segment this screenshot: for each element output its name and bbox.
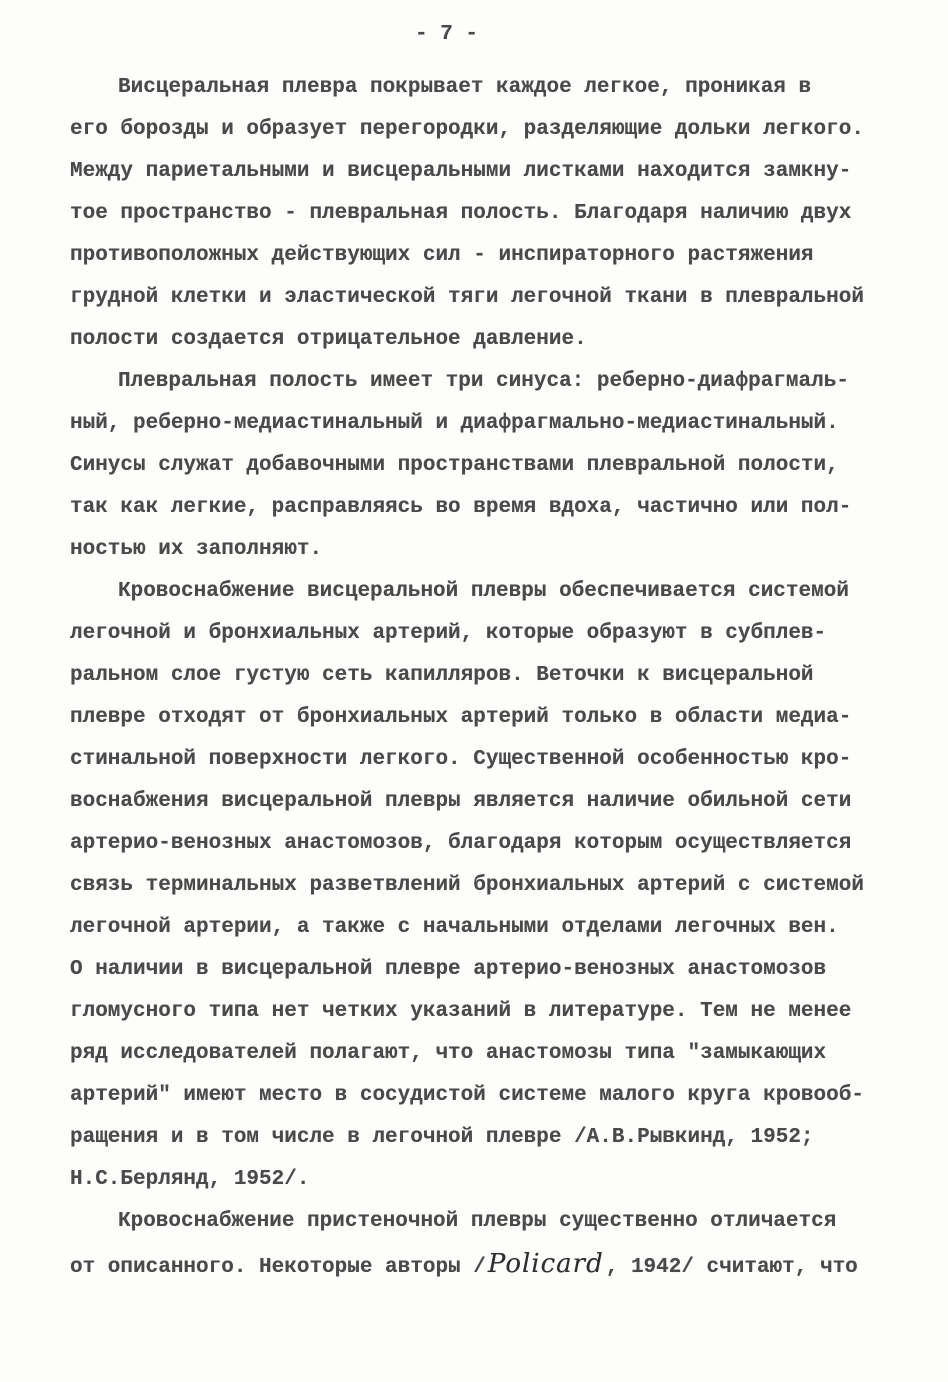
text-line: ряд исследователей полагают, что анастомозы типа "замыкающих [70, 1042, 827, 1065]
text-segment: , 1942/ считают, что [605, 1256, 858, 1279]
text-line: ральном слое густую сеть капилляров. Веточки к висцеральной [70, 664, 814, 687]
text-line: Кровоснабжение висцеральной плевры обеспечивается системой [118, 580, 849, 603]
text-line: О наличии в висцеральной плевре артерио-венозных анастомозов [70, 958, 827, 981]
text-line: противоположных действующих сил - инспираторного растяжения [70, 244, 814, 267]
text-line: грудной клетки и эластической тяги легочной ткани в плевральной [70, 286, 864, 309]
text-line: легочной артерии, а также с начальными отделами легочных вен. [70, 916, 839, 939]
text-line: легочной и бронхиальных артерий, которые образуют в субплев- [70, 622, 827, 645]
text-line: тое пространство - плевральная полость. Благодаря наличию двух [70, 202, 852, 225]
text-line: Н.С.Берлянд, 1952/. [70, 1168, 310, 1191]
text-line: его борозды и образует перегородки, разделяющие дольки легкого. [70, 118, 864, 141]
text-line: Висцеральная плевра покрывает каждое легкое, проникая в [118, 76, 812, 99]
text-line: воснабжения висцеральной плевры является наличие обильной сети [70, 790, 852, 813]
text-line: артерий" имеют место в сосудистой системе малого круга кровооб- [70, 1084, 864, 1107]
body-text [70, 67, 930, 1285]
text-line: связь терминальных разветвлений бронхиальных артерий с системой [70, 874, 864, 897]
page-number: - 7 - [415, 23, 479, 46]
text-line: гломусного типа нет четких указаний в литературе. Тем не менее [70, 1000, 852, 1023]
paragraph [70, 1201, 930, 1285]
text-line: ный, реберно-медиастинальный и диафрагмально-медиастинальный. [70, 412, 839, 435]
text-line: так как легкие, расправляясь во время вдоха, частично или пол- [70, 496, 852, 519]
paragraph [70, 67, 930, 361]
text-line: Между париетальными и висцеральными листками находится замкну- [70, 160, 852, 183]
text-line: полости создается отрицательное давление. [70, 328, 587, 351]
text-line: Синусы служат добавочными пространствами плевральной полости, [70, 454, 839, 477]
text-line: артерио-венозных анастомозов, благодаря которым осуществляется [70, 832, 852, 855]
text-line: ностью их заполняют. [70, 538, 323, 561]
paragraph [70, 361, 930, 571]
handwritten-author-name: Policard [487, 1249, 604, 1279]
text-line: Плевральная полость имеет три синуса: реберно-диафрагмаль- [118, 370, 849, 393]
text-line [70, 1243, 930, 1285]
text-line: ращения и в том числе в легочной плевре /А.В.Рывкинд, 1952; [70, 1126, 814, 1149]
text-line: стинальной поверхности легкого. Существенной особенностью кро- [70, 748, 852, 771]
text-line: Кровоснабжение пристеночной плевры существенно отличается [118, 1210, 837, 1233]
paragraph [70, 571, 930, 1201]
text-line: плевре отходят от бронхиальных артерий только в области медиа- [70, 706, 852, 729]
text-segment: от описанного. Некоторые авторы / [70, 1256, 486, 1279]
